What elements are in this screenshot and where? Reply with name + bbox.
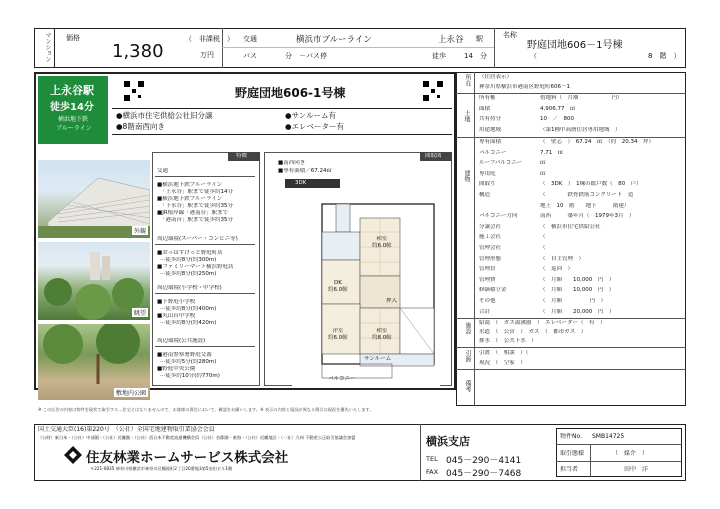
land-row-label: 用途地域 [479,126,502,133]
building-row-label: ルーフバルコニー [479,160,523,167]
building-row-value: 南西 築年月（ 1979年3月 ） [540,213,635,220]
branch-name: 横浜支店 [426,435,470,448]
price-label: 価格 [66,34,80,42]
deal-label: 取引態様 [560,450,585,457]
public-line: ···徒歩約5分(約280m) [160,359,217,365]
land-row-value: 10 ／ 800 [540,116,574,122]
property-no: SMB14725 [592,433,625,440]
property-no-label: 物件No. [560,433,582,440]
school-line: ···徒歩約8分(約400m) [160,306,217,312]
transfer-line: 引渡 （ 相談 ）（ [479,350,529,356]
floor-text: 8 階 ） [648,52,681,60]
qr-code-left [124,81,144,101]
area-text: ■専有面積／67.24㎡ [278,168,332,174]
room-sunroom: サンルーム [364,356,392,362]
line-name: 横浜市ブルーライン [296,35,372,45]
flyer-title: 野庭団地606-1号棟 [235,86,346,100]
traffic-line: ■JR根岸線「港南台」駅まで [157,210,229,216]
school-line: ■丸山台中学校 [157,313,196,319]
building-row-label: 施工会社 [479,234,502,241]
remarks-label: 備考 [464,380,471,392]
features-title: 特徴 [236,153,248,159]
bus-text: 分 －バス停 [285,52,327,60]
building-row-value: （ 鉄骨鉄筋コンクリート 造 [540,192,634,198]
building-row-value: （ [540,234,546,241]
walk-minutes: 14 [464,52,473,60]
shop-line: ···徒歩約8分(約250m) [160,271,217,277]
staff-value: 田中 洋 [624,466,649,473]
building-row-label: 管理会社 [479,245,502,251]
location-label: 所在 [464,74,471,86]
fax-number: 045－290－7468 [446,469,522,479]
building-row-label: バルコニー [479,149,507,156]
building-row-value: （ 月額 10,000 円 ） [540,287,615,294]
name-label: 名称 [503,31,517,39]
line-badge-1: 横浜地下鉄 [58,116,89,123]
building-row-value: （ 月額 円 ） [540,298,607,304]
public-heading: 周辺環境(公共施設) [157,338,206,344]
tel-number: 045－290－4141 [446,456,522,466]
qr-code-right [423,81,443,101]
shop-line: ■ファミリーマート横浜野庭店 [157,264,234,270]
traffic-label: 交通 [243,35,257,43]
facility-line: 排水 （ 公共下水 ） [479,338,537,344]
shop-line: ···徒歩約8分(約300m) [160,257,217,263]
room-dk: DK 約6.0帖 [328,280,348,293]
tax-note: （ 非課税 ） [185,35,234,43]
facility-line: 給湯 （ ガス湯沸器 ） エレベーター（ 有 ） [479,320,606,326]
building-row-label: 管理費 [479,276,496,283]
building-row-value: 地上 10 階 地下 階建） [540,202,630,209]
photo-view [38,242,150,320]
building-row-label: 合計 [479,308,491,315]
room-oshi: 押入 [386,298,398,304]
building-row-value: ㎡ [540,170,546,177]
land-row-label: 所有権 [479,95,496,101]
photo-exterior [38,160,150,238]
layout-type-bar [285,179,340,188]
walk-badge: 徒歩14分 [50,102,94,113]
building-row-value: ㎡ [540,160,546,167]
building-row-label: 間取り [479,181,496,188]
building-row-value: （ 3DK ） 1棟の総戸数（ 80 戸） [540,181,642,188]
school-line: ···徒歩約8分(約420m) [160,320,217,326]
footnote: ※ この広告の内容は物件を現状で取引する…住宅とはなりませんので、お客様の責任において、確認をお願いします。※ 表示の内容と現況が異なる場合は現況を優先いたします。 [38,407,374,412]
bus-label: バス [243,52,257,60]
photo-label-view: 眺望 [133,310,146,317]
building-row-value: （ 月額 10,000 円 ） [540,276,615,283]
company-name: 住友林業ホームサービス株式会社 [86,450,289,466]
building-row-label: 管理員 [479,266,496,273]
walk-unit: 分 [480,52,487,60]
bullet-3: ●サンルーム有 [285,111,336,120]
staff-label: 担当者 [560,466,579,473]
land-row-value: （第1種中高層住居専用地域 ） [540,126,621,133]
bullet-1: ●横浜市住宅供給公社旧分譲 [116,111,213,120]
building-row-label: 構造 [479,192,491,198]
layout-type: 3DK [295,180,307,186]
school-line: ■下野庭小学校 [157,299,196,305]
traffic-line: 「上永谷」駅まで徒歩約14分 [160,189,233,195]
photo-park [38,324,150,400]
land-row-label: 面積 [479,105,491,112]
facility-label: 施設 [464,322,471,334]
photo-label-exterior: 外観 [133,228,146,235]
direction: ■南西向き [278,160,306,166]
public-line: ■港南警察署野庭交番 [157,352,212,358]
location-head: （住居表示） [479,74,513,80]
station-name: 上永谷 [438,35,464,45]
layout-title: 間取図 [425,153,442,159]
room-balcony: バルコニー [328,376,356,382]
land-row-value: 4,906.77 ㎡ [540,105,576,112]
traffic-line: 「港南台」駅まで徒歩約35分 [160,217,233,223]
building-row-value: （ 横浜市住宅供給公社 [540,223,601,230]
floor-open: （ [530,52,537,60]
facility-line: 水道 （ 公営 ） ガス （ 都市ガス ） [479,329,587,335]
bullet-4: ●エレベーター有 [285,122,345,131]
transfer-label: 引渡 [464,350,471,362]
building-row-value: （ 壁芯 ） 67.24 ㎡ （約 20.34 坪） [540,139,654,145]
building-row-value: 7.71 ㎡ [540,149,564,156]
building-row-label: バルコニー方向 [479,213,518,220]
room-japanese-1: 和室 約6.0帖 [372,236,392,249]
land-label: 土地 [463,110,470,122]
building-label: 建物 [463,170,470,182]
building-row-value: （ 自主管理 ） [540,255,585,262]
transfer-line: 現況 （ 空家 ） [479,360,526,366]
building-row-label: 専有面積 [479,139,502,145]
building-row-label: その他 [479,298,496,304]
land-row-value: 借地料（ 月額 円） [540,95,623,101]
fax-label: FAX [426,468,439,476]
school-heading: 周辺環境(小学校・中学校) [157,285,222,291]
shop-heading: 周辺環境(スーパー・コンビニ等) [157,236,238,242]
building-row-label: 修繕積立金 [479,287,507,294]
type-label: マンション [44,32,51,62]
building-row-value: （ 巡回 ） [540,266,574,273]
building-row-label: 管理形態 [479,255,502,262]
association: （公財）東日本・（公社）中部圏・（公社）近畿圏・（公社）西日本不動産流通機構会員（公社）首都圏・東海・（公社）近畿地区・（一社）九州 不動産公正取引協議会加盟 [38,435,356,440]
license: 国土交通大臣(16)第220号 （公社）全国宅地建物取引業協会会員 [38,426,215,433]
building-row-value: （ [540,245,546,251]
building-row-label: 分譲会社 [479,223,502,230]
company-logo [64,446,82,464]
price-unit: 万円 [200,51,214,59]
public-line: ■野庭中央公園 [157,366,196,372]
walk-label: 徒歩 [432,52,446,60]
bullet-2: ●8階南西向き [116,122,165,131]
shop-line: ■おっはすけっと野庭町店 [157,250,223,256]
public-line: ···徒歩約10分(約770m) [160,373,220,379]
tel-label: TEL [426,455,438,463]
deal-value: （ 媒介 ） [612,450,649,457]
room-western: 洋室 約6.0帖 [328,328,348,341]
company-address: 〒221-0835 神奈川県横浜市神奈川区鶴屋町2丁目20番地3第5安田ビル1階 [90,466,233,471]
land-row-label: 共有持分 [479,116,502,122]
property-name: 野庭団地606－1号棟 [527,40,623,51]
station-suffix: 駅 [476,35,483,43]
traffic-line: 「下永谷」駅まで徒歩約35分 [160,203,233,209]
building-row-value: （ 月額 20,000 円 ） [540,308,615,315]
room-japanese-2: 和室 約8.0帖 [372,328,392,341]
photo-label-park: 敷地内公園 [115,390,146,397]
location-value: 神奈川県横浜市港南区野庭町606－1 [479,84,570,90]
building-row-label: 専用庭 [479,170,496,177]
traffic-line: ■横浜地下鉄ブルーライン [157,182,223,188]
line-badge-2: ブルーライン [56,125,92,132]
traffic-line: ■横浜地下鉄ブルーライン [157,196,223,202]
price-value: 1,380 [112,41,164,62]
station-badge: 上永谷駅 [50,84,94,97]
traffic-heading: 交通 [157,168,169,174]
